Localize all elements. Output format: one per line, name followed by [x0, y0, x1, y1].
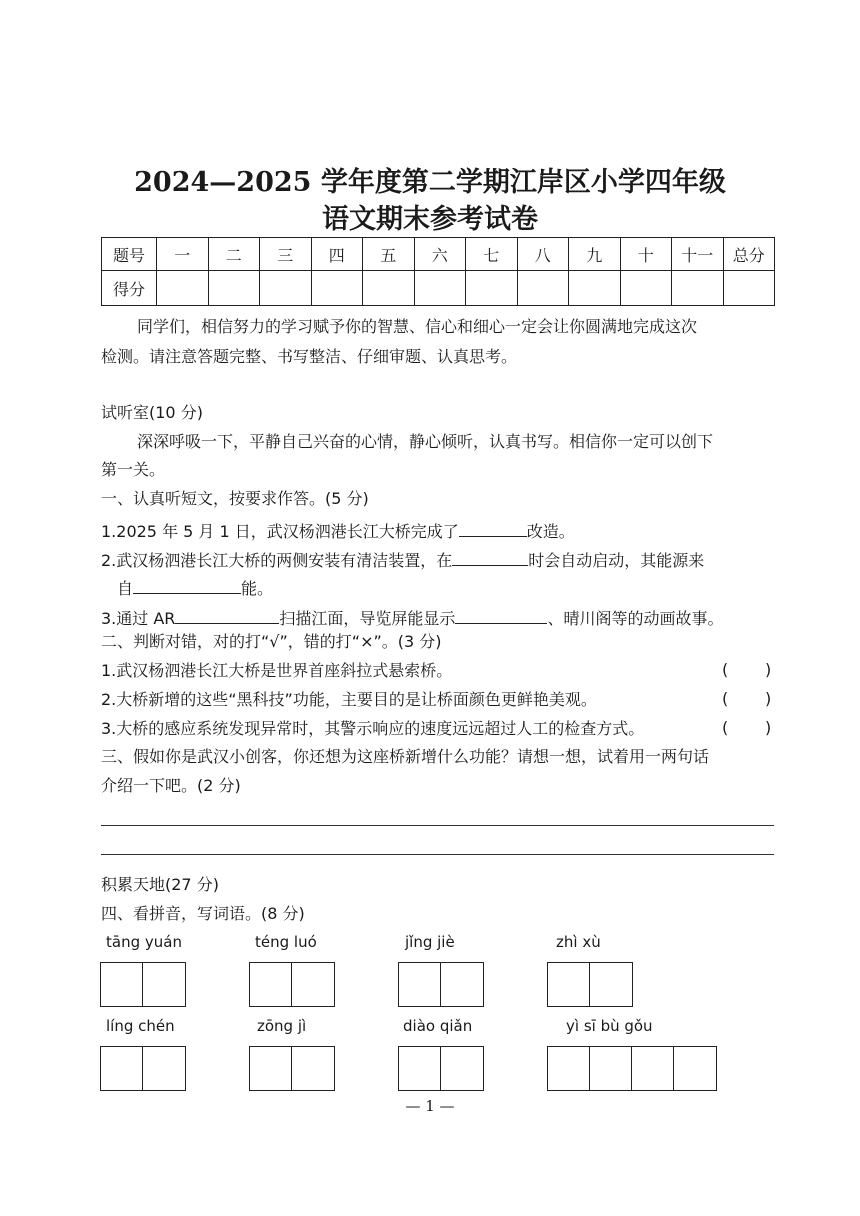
score-header-cell: 题号 [102, 238, 157, 271]
q1-item3-text-c: 、晴川阁等的动画故事。 [547, 609, 724, 628]
exam-title-line2: 语文期末参考试卷 [322, 204, 538, 235]
q4-word4-pinyin: zhì xù [556, 933, 601, 951]
exam-title-line1: 2024—2025 学年度第二学期江岸区小学四年级 [134, 167, 726, 198]
q1-item2-text-b: 时会自动启动，其能源来 [528, 551, 705, 570]
q2-item3-paren-close[interactable]: ) [765, 718, 772, 737]
q4-word3-boxes [398, 962, 484, 1007]
q4-word5-pinyin: líng chén [106, 1017, 175, 1035]
q1-item3-text-a: 3.通过 AR [101, 609, 176, 628]
q1-item2-blank1[interactable] [452, 547, 528, 566]
q1-item2-text-c: 自 [117, 579, 134, 598]
score-header-cell: 十 [620, 238, 672, 271]
score-cell[interactable] [363, 271, 415, 306]
char-box[interactable] [399, 1047, 441, 1090]
q4-word2-pinyin: téng luó [255, 933, 317, 951]
q1-item3-blank1[interactable] [175, 605, 279, 624]
score-header-cell: 四 [311, 238, 363, 271]
score-cell[interactable] [517, 271, 569, 306]
char-box[interactable] [143, 963, 185, 1006]
intro-line2: 检测。请注意答题完整、书写整洁、仔细审题、认真思考。 [101, 347, 518, 366]
char-box[interactable] [590, 963, 632, 1006]
q4-word7-boxes [398, 1046, 484, 1091]
score-header-cell: 九 [569, 238, 621, 271]
score-table-header-row [102, 238, 775, 271]
q1-heading: 一、认真听短文，按要求作答。(5 分) [101, 489, 369, 508]
q1-item2-text-d: 能。 [241, 579, 274, 598]
intro-line1: 同学们，相信努力的学习赋予你的智慧、信心和细心一定会让你圆满地完成这次 [137, 317, 698, 336]
q1-item1 [101, 518, 575, 543]
q4-word8-pinyin: yì sī bù gǒu [566, 1017, 653, 1035]
char-box[interactable] [632, 1047, 674, 1090]
score-table [101, 237, 775, 306]
q1-item2-blank2[interactable] [133, 575, 241, 594]
q4-word7-pinyin: diào qiǎn [403, 1017, 473, 1035]
q2-item2: 2.大桥新增的这些“黑科技”功能，主要目的是让桥面颜色更鲜艳美观。 [101, 690, 597, 709]
q2-item2-paren-close[interactable]: ) [765, 689, 772, 708]
q2-heading: 二、判断对错，对的打“√”，错的打“×”。(3 分) [101, 632, 442, 651]
char-box[interactable] [441, 963, 483, 1006]
score-cell[interactable] [208, 271, 260, 306]
q3-answer-line1[interactable] [101, 825, 774, 826]
score-cell[interactable] [620, 271, 672, 306]
q1-item3-blank2[interactable] [455, 605, 547, 624]
char-box[interactable] [399, 963, 441, 1006]
score-header-cell: 二 [208, 238, 260, 271]
q3-line1: 三、假如你是武汉小创客，你还想为这座桥新增什么功能？请想一想，试着用一两句话 [101, 747, 710, 766]
q2-item1: 1.武汉杨泗港长江大桥是世界首座斜拉式悬索桥。 [101, 661, 453, 680]
q1-item1-blank[interactable] [459, 518, 527, 537]
q1-item1-text-b: 改造。 [526, 522, 575, 541]
char-box[interactable] [250, 963, 292, 1006]
score-header-cell: 三 [260, 238, 312, 271]
q4-word2-boxes [249, 962, 335, 1007]
score-cell[interactable] [311, 271, 363, 306]
q1-item2-cont [117, 575, 273, 600]
q4-heading: 四、看拼音，写词语。(8 分) [101, 904, 305, 923]
char-box[interactable] [101, 963, 143, 1006]
score-cell[interactable] [723, 271, 775, 306]
score-header-cell: 六 [414, 238, 466, 271]
score-cell[interactable] [672, 271, 724, 306]
q4-word6-pinyin: zōng jì [257, 1017, 307, 1035]
section-listening-desc1: 深深呼吸一下，平静自己兴奋的心情，静心倾听，认真书写。相信你一定可以创下 [137, 432, 714, 451]
char-box[interactable] [143, 1047, 185, 1090]
char-box[interactable] [292, 1047, 334, 1090]
q2-item3-paren-open[interactable]: ( [722, 718, 729, 737]
q3-line2: 介绍一下吧。(2 分) [101, 776, 241, 795]
char-box[interactable] [292, 963, 334, 1006]
q1-item3 [101, 605, 723, 630]
char-box[interactable] [674, 1047, 716, 1090]
q1-item2 [101, 547, 704, 572]
q4-word5-boxes [100, 1046, 186, 1091]
page-number: — 1 — [405, 1097, 455, 1115]
score-cell[interactable] [466, 271, 518, 306]
q2-item1-paren-open[interactable]: ( [722, 660, 729, 679]
q4-word1-boxes [100, 962, 186, 1007]
char-box[interactable] [250, 1047, 292, 1090]
q1-item3-text-b: 扫描江面，导览屏能显示 [279, 609, 456, 628]
score-header-cell: 五 [363, 238, 415, 271]
char-box[interactable] [590, 1047, 632, 1090]
q3-answer-line2[interactable] [101, 854, 774, 855]
score-header-cell: 八 [517, 238, 569, 271]
q4-word1-pinyin: tāng yuán [106, 933, 182, 951]
score-cell[interactable] [414, 271, 466, 306]
char-box[interactable] [441, 1047, 483, 1090]
score-header-cell: 总分 [723, 238, 775, 271]
q1-item1-text-a: 1.2025 年 5 月 1 日，武汉杨泗港长江大桥完成了 [101, 522, 459, 541]
char-box[interactable] [548, 963, 590, 1006]
q4-word6-boxes [249, 1046, 335, 1091]
q2-item2-paren-open[interactable]: ( [722, 689, 729, 708]
score-header-cell: 一 [157, 238, 209, 271]
char-box[interactable] [548, 1047, 590, 1090]
score-row-label: 得分 [102, 271, 157, 306]
q1-item2-text-a: 2.武汉杨泗港长江大桥的两侧安装有清洁装置，在 [101, 551, 453, 570]
q4-word4-boxes [547, 962, 633, 1007]
q4-word8-boxes [547, 1046, 717, 1091]
char-box[interactable] [101, 1047, 143, 1090]
score-cell[interactable] [260, 271, 312, 306]
score-cell[interactable] [157, 271, 209, 306]
score-cell[interactable] [569, 271, 621, 306]
q2-item3: 3.大桥的感应系统发现异常时，其警示响应的速度远远超过人工的检查方式。 [101, 719, 645, 738]
score-table-score-row [102, 271, 775, 306]
section-listening-heading: 试听室(10 分) [101, 403, 203, 422]
section-accumulation-heading: 积累天地(27 分) [101, 875, 219, 894]
q2-item1-paren-close[interactable]: ) [765, 660, 772, 679]
q4-word3-pinyin: jǐng jiè [405, 933, 455, 951]
score-header-cell: 七 [466, 238, 518, 271]
section-listening-desc2: 第一关。 [101, 460, 166, 479]
score-header-cell: 十一 [672, 238, 724, 271]
